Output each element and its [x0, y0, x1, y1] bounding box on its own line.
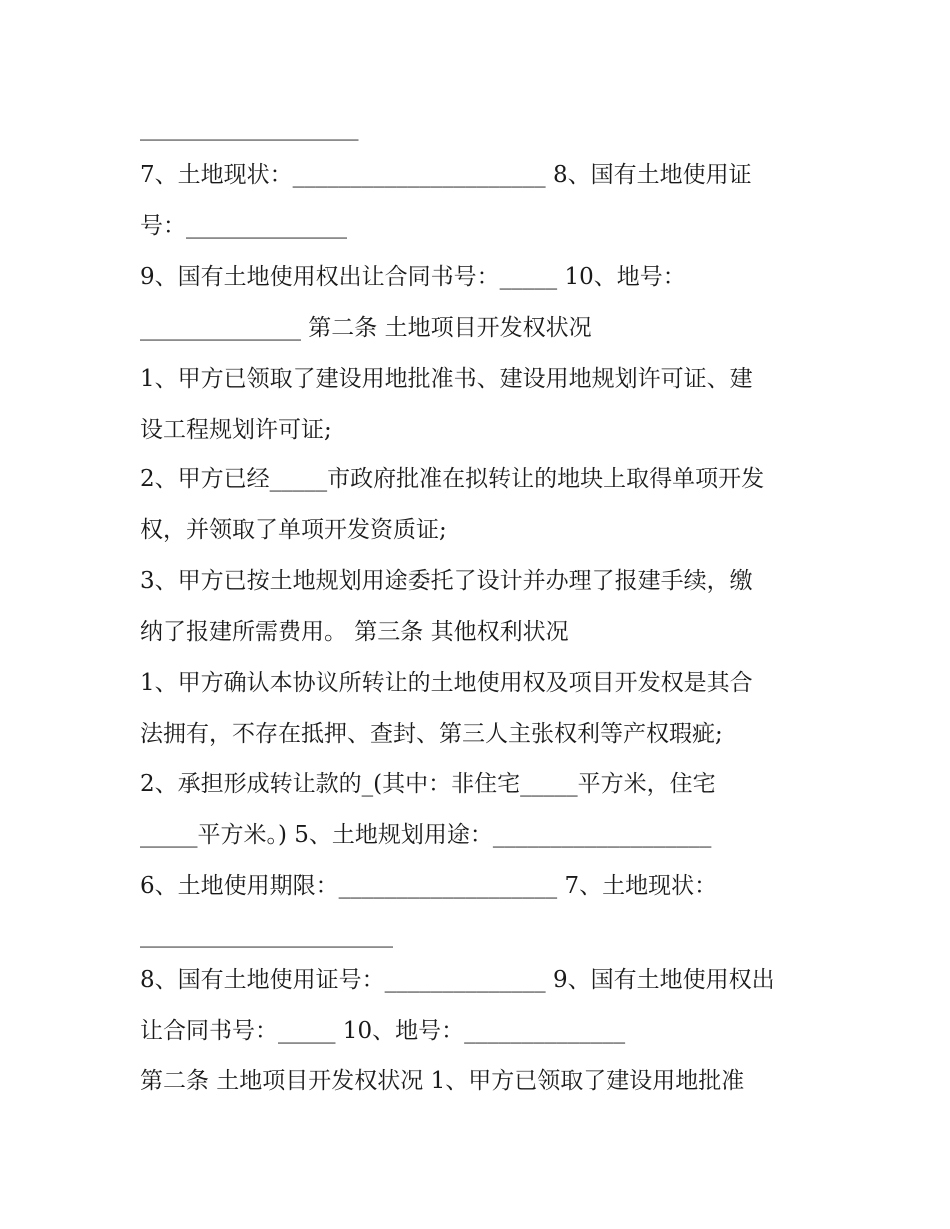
text-line-18: 8、国有土地使用证号：______________ 9、国有土地使用权出 [140, 967, 775, 993]
text-line-8: 2、甲方已经_____市政府批准在拟转让的地块上取得单项开发 [140, 466, 765, 492]
text-line-16: 6、土地使用期限：___________________ 7、土地现状： [140, 873, 718, 899]
text-line-9: 权，并领取了单项开发资质证; [140, 517, 447, 543]
text-line-1: ___________________ [140, 115, 359, 141]
text-line-2: 7、土地现状：______________________ 8、国有土地使用证 [140, 162, 752, 188]
text-line-20: 第二条 土地项目开发权状况 1、甲方已领取了建设用地批准 [140, 1068, 745, 1094]
text-line-7: 设工程规划许可证; [140, 417, 332, 443]
text-line-4: 9、国有土地使用权出让合同书号：_____ 10、地号： [140, 264, 686, 290]
text-line-12: 1、甲方确认本协议所转让的土地使用权及项目开发权是其合 [140, 670, 753, 696]
text-line-14: 2、承担形成转让款的_(其中：非住宅_____平方米，住宅 [140, 771, 716, 797]
text-line-13: 法拥有，不存在抵押、查封、第三人主张权利等产权瑕疵; [140, 721, 723, 747]
text-line-3: 号：______________ [140, 213, 347, 239]
text-line-17: ______________________ [140, 922, 393, 948]
text-line-15: _____平方米。) 5、土地规划用途：___________________ [140, 822, 712, 848]
text-line-6: 1、甲方已领取了建设用地批准书、建设用地规划许可证、建 [140, 366, 753, 392]
text-line-5: ______________ 第二条 土地项目开发权状况 [140, 315, 592, 341]
text-line-11: 纳了报建所需费用。 第三条 其他权利状况 [140, 619, 569, 645]
text-line-10: 3、甲方已按土地规划用途委托了设计并办理了报建手续，缴 [140, 568, 753, 594]
text-line-19: 让合同书号：_____ 10、地号：______________ [140, 1018, 626, 1044]
